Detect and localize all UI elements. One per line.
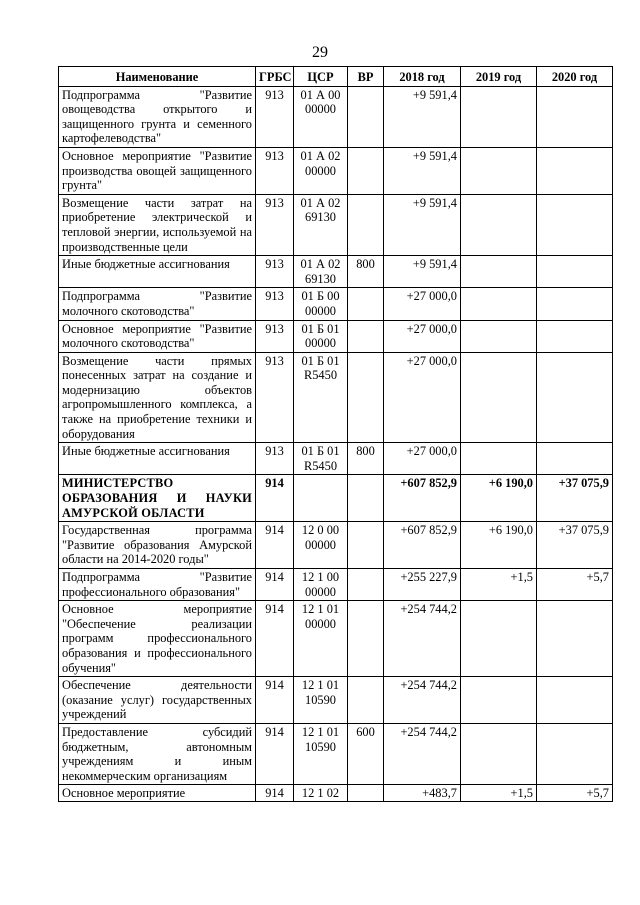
cell-vr [348, 522, 384, 569]
cell-vr [348, 194, 384, 255]
cell-vr [348, 147, 384, 194]
cell-2019: +1,5 [461, 785, 537, 802]
cell-grbs: 913 [256, 147, 294, 194]
cell-2020 [537, 194, 613, 255]
cell-csr: 01 А 02 69130 [294, 194, 348, 255]
cell-csr: 01 Б 01 00000 [294, 320, 348, 352]
table-header-row [59, 67, 613, 87]
cell-name: Иные бюджетные ассигнования [59, 443, 256, 475]
cell-2019 [461, 443, 537, 475]
table-row [59, 785, 613, 802]
cell-2018: +254 744,2 [384, 723, 461, 784]
cell-2020 [537, 677, 613, 724]
cell-csr: 01 А 00 00000 [294, 86, 348, 147]
cell-2018: +27 000,0 [384, 352, 461, 443]
header-vr: ВР [348, 67, 384, 87]
cell-name: Подпрограмма "Развитие профессионального образования" [59, 569, 256, 601]
cell-vr: 800 [348, 256, 384, 288]
cell-2019 [461, 256, 537, 288]
header-2019: 2019 год [461, 67, 537, 87]
cell-2019 [461, 601, 537, 677]
cell-name: Основное мероприятие [59, 785, 256, 802]
cell-2018: +27 000,0 [384, 443, 461, 475]
table-row [59, 522, 613, 569]
cell-name: Основное мероприятие "Развитие молочного скотоводства" [59, 320, 256, 352]
cell-2018: +9 591,4 [384, 194, 461, 255]
cell-name: Основное мероприятие "Развитие производства овощей защищенного грунта" [59, 147, 256, 194]
cell-2020 [537, 320, 613, 352]
cell-2020 [537, 352, 613, 443]
cell-csr: 12 1 00 00000 [294, 569, 348, 601]
table-row [59, 352, 613, 443]
table-row [59, 443, 613, 475]
cell-2018: +27 000,0 [384, 320, 461, 352]
cell-grbs: 913 [256, 194, 294, 255]
cell-csr: 12 1 01 00000 [294, 601, 348, 677]
cell-grbs: 913 [256, 86, 294, 147]
cell-2018: +9 591,4 [384, 256, 461, 288]
cell-vr [348, 352, 384, 443]
cell-2018: +9 591,4 [384, 86, 461, 147]
table-body [59, 86, 613, 802]
cell-2019: +6 190,0 [461, 522, 537, 569]
header-2020: 2020 год [537, 67, 613, 87]
cell-2019 [461, 147, 537, 194]
cell-vr [348, 569, 384, 601]
cell-vr: 800 [348, 443, 384, 475]
cell-name: МИНИСТЕРСТВО ОБРАЗОВАНИЯ И НАУКИ АМУРСКОЙ ОБЛАСТИ [59, 475, 256, 522]
header-2018: 2018 год [384, 67, 461, 87]
cell-name: Подпрограмма "Развитие молочного скотоводства" [59, 288, 256, 320]
cell-2020 [537, 443, 613, 475]
cell-2019 [461, 194, 537, 255]
table-row [59, 288, 613, 320]
cell-csr: 01 А 02 69130 [294, 256, 348, 288]
cell-csr: 01 Б 00 00000 [294, 288, 348, 320]
cell-2020 [537, 256, 613, 288]
cell-2018: +254 744,2 [384, 601, 461, 677]
table-row [59, 601, 613, 677]
cell-vr: 600 [348, 723, 384, 784]
cell-grbs: 914 [256, 601, 294, 677]
cell-vr [348, 785, 384, 802]
cell-2019: +6 190,0 [461, 475, 537, 522]
cell-2020: +5,7 [537, 569, 613, 601]
cell-name: Возмещение части затрат на приобретение электрической и тепловой энергии, используемой на производственные цели [59, 194, 256, 255]
cell-2019 [461, 288, 537, 320]
cell-2018: +9 591,4 [384, 147, 461, 194]
cell-grbs: 913 [256, 443, 294, 475]
cell-name: Основное мероприятие "Обеспечение реализации программ профессионального образования и профессионального обучения" [59, 601, 256, 677]
cell-2018: +607 852,9 [384, 522, 461, 569]
cell-grbs: 914 [256, 677, 294, 724]
cell-grbs: 913 [256, 352, 294, 443]
page-number: 29 [312, 44, 328, 61]
table-row [59, 569, 613, 601]
header-grbs: ГРБС [256, 67, 294, 87]
cell-2018: +607 852,9 [384, 475, 461, 522]
cell-name: Возмещение части прямых понесенных затрат на создание и модернизацию объектов агропромышленного комплекса, а также на приобретение техники и оборудования [59, 352, 256, 443]
cell-2019 [461, 86, 537, 147]
cell-name: Подпрограмма "Развитие овощеводства открытого и защищенного грунта и семенного картофелеводства" [59, 86, 256, 147]
table-row [59, 86, 613, 147]
cell-vr [348, 601, 384, 677]
cell-name: Обеспечение деятельности (оказание услуг) государственных учреждений [59, 677, 256, 724]
cell-2018: +27 000,0 [384, 288, 461, 320]
table-row [59, 256, 613, 288]
table-row [59, 475, 613, 522]
table-row [59, 320, 613, 352]
cell-2018: +483,7 [384, 785, 461, 802]
cell-grbs: 913 [256, 320, 294, 352]
cell-2018: +255 227,9 [384, 569, 461, 601]
cell-csr: 01 А 02 00000 [294, 147, 348, 194]
cell-2020 [537, 601, 613, 677]
cell-2019 [461, 320, 537, 352]
cell-csr: 01 Б 01 R5450 [294, 352, 348, 443]
cell-2020: +5,7 [537, 785, 613, 802]
cell-grbs: 914 [256, 785, 294, 802]
cell-grbs: 914 [256, 569, 294, 601]
cell-vr [348, 475, 384, 522]
table-row [59, 194, 613, 255]
cell-2018: +254 744,2 [384, 677, 461, 724]
cell-grbs: 913 [256, 256, 294, 288]
cell-csr: 12 1 02 [294, 785, 348, 802]
cell-name: Предоставление субсидий бюджетным, автономным учреждениям и иным некоммерческим организациям [59, 723, 256, 784]
cell-2019 [461, 677, 537, 724]
cell-grbs: 913 [256, 288, 294, 320]
header-csr: ЦСР [294, 67, 348, 87]
cell-2020: +37 075,9 [537, 522, 613, 569]
cell-vr [348, 320, 384, 352]
cell-vr [348, 86, 384, 147]
cell-grbs: 914 [256, 522, 294, 569]
header-name: Наименование [59, 67, 256, 87]
table-row [59, 723, 613, 784]
cell-2020 [537, 288, 613, 320]
cell-vr [348, 288, 384, 320]
cell-csr [294, 475, 348, 522]
cell-csr: 01 Б 01 R5450 [294, 443, 348, 475]
cell-csr: 12 0 00 00000 [294, 522, 348, 569]
cell-2020 [537, 147, 613, 194]
cell-name: Государственная программа "Развитие образования Амурской области на 2014-2020 годы" [59, 522, 256, 569]
cell-csr: 12 1 01 10590 [294, 677, 348, 724]
cell-2020 [537, 723, 613, 784]
cell-2020 [537, 86, 613, 147]
table-row [59, 147, 613, 194]
budget-table [58, 66, 613, 802]
cell-vr [348, 677, 384, 724]
cell-grbs: 914 [256, 475, 294, 522]
cell-csr: 12 1 01 10590 [294, 723, 348, 784]
cell-2020: +37 075,9 [537, 475, 613, 522]
table-row [59, 677, 613, 724]
cell-name: Иные бюджетные ассигнования [59, 256, 256, 288]
cell-grbs: 914 [256, 723, 294, 784]
cell-2019 [461, 352, 537, 443]
cell-2019 [461, 723, 537, 784]
cell-2019: +1,5 [461, 569, 537, 601]
